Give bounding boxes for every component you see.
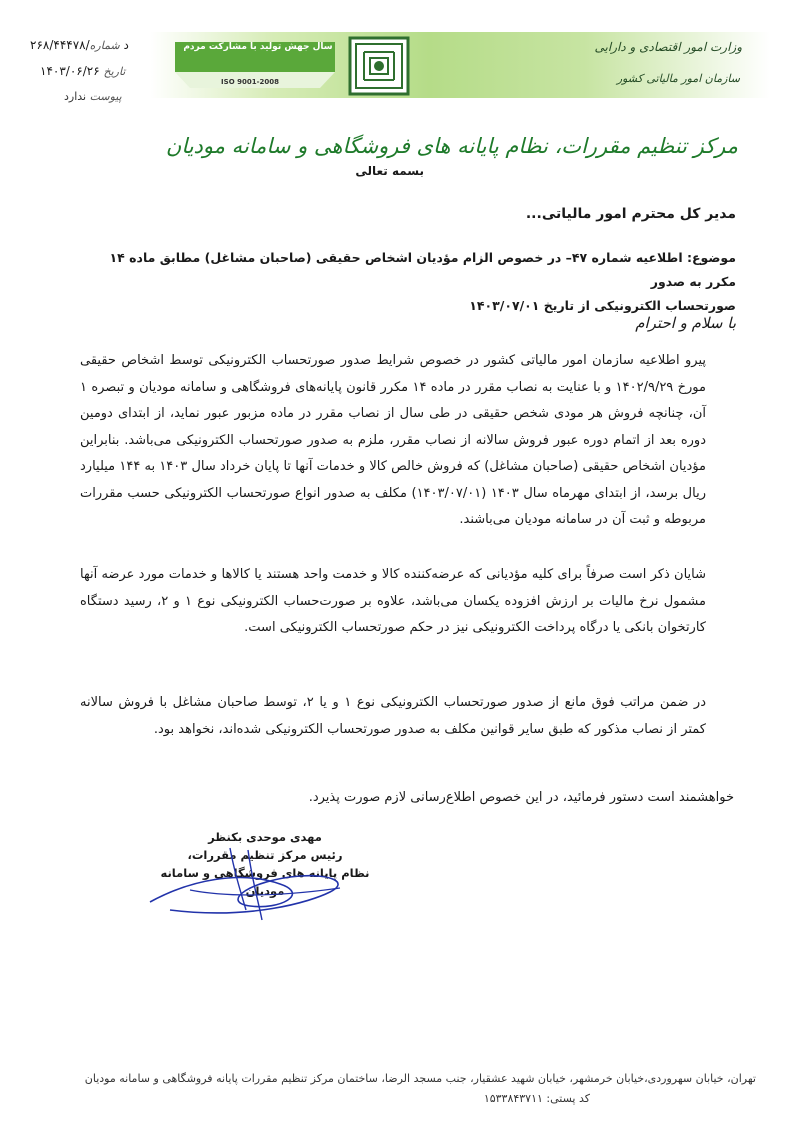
letter-number-value: ۲۶۸/۴۴۴۷۸/د [30,38,129,52]
paragraph-1: پیرو اطلاعیه سازمان امور مالیاتی کشور در خصوص شرایط صدور صورتحساب الکترونیکی توسط اشخاص حقیقی مورخ ۱۴۰۲/۹/۲۹ و با عنایت به نصاب مقرر در ماده ۱۴ مکرر قانون پایانه‌های فروشگاهی و سامانه مودیان و تبصره ۱ آن، چنانچه فروش هر مودی شخص حقیقی در طی سال از نصاب مقرر در ماده مزبور عبور نماید، از ابتدای دومین دوره بعد از اتمام دوره عبور فروش سالانه از نصاب مقرر، ملزم به صدور صورتحساب الکترونیکی می‌باشد. بنابراین مؤدیان اشخاص حقیقی (صاحبان مشاغل) که فروش خالص کالا و خدمات آنها تا پایان خرداد سال ۱۴۰۳ به ۱۴۴ میلیارد ریال برسد، از ابتدای مهرماه سال ۱۴۰۳ (۱۴۰۳/۰۷/۰۱) مکلف به صدور انواع صورتحساب الکترونیکی حسب مقررات مربوطه و ثبت آن در سامانه مودیان می‌باشند. [80,353,706,527]
paragraph-3: در ضمن مراتب فوق مانع از صدور صورتحساب الکترونیکی نوع ۱ و یا ۲، توسط صاحبان مشاغل با فروش سالانه کمتر از نصاب مذکور که طبق سایر قوانین مکلف به صدور صورتحساب الکترونیکی شده‌اند، نخواهد بود. [80,695,706,737]
tax-organization-emblem-icon [346,34,412,98]
letter-date-label: تاریخ [103,65,126,78]
invocation: بسمه تعالی [355,164,424,178]
letter-date-value: ۱۴۰۳/۰۶/۲۶ [40,64,100,78]
subject-line-1: موضوع: اطلاعیه شماره ۴۷– در خصوص الزام مؤدیان اشخاص حقیقی (صاحبان مشاغل) مطابق ماده ۱۴ مکرر به صدور [109,250,736,289]
letter-number [30,38,129,52]
slogan-text: سال جهش تولید با مشارکت مردم [183,42,333,52]
recipient: مدیر کل محترم امور مالیاتی... [525,206,736,222]
signer-title-1: رئیس مرکز تنظیم مقررات، [187,848,343,862]
letter-number-label: شماره [89,39,120,52]
iso-text: ISO 9001-2008 [221,78,279,86]
organization-name: سازمان امور مالیاتی کشور [616,72,740,85]
signature-stroke-icon [130,840,370,932]
ministry-name: وزارت امور اقتصادی و دارایی [594,40,742,54]
zip-label: کد پستی: [546,1092,590,1105]
greeting: با سلام و احترام [635,314,736,332]
paragraph-2: شایان ذکر است صرفاً برای کلیه مؤدیانی که عرضه‌کننده کالا و خدمت واحد هستند یا کالاها و خدمات مورد عرضه آنها مشمول نرخ مالیات بر ارزش افزوده یکسان می‌باشد، علاوه بر صورت‌حساب الکترونیکی نوع ۱ و ۲، رسید دستگاه کارتخوان بانکی یا درگاه پرداخت الکترونیکی نیز در حکم صورتحساب الکترونیکی است. [80,567,706,635]
letter-date [40,64,125,78]
attachment-label: پیوست [89,90,122,103]
closing: خواهشمند است دستور فرمائید، در این خصوص اطلاع‌رسانی لازم صورت پذیرد. [308,790,734,805]
attachment-value: ندارد [64,90,87,103]
subject [96,246,736,318]
signer-name: مهدی موحدی بکنظر [208,830,322,844]
center-title: مرکز تنظیم مقررات، نظام پایانه های فروشگاهی و سامانه مودیان [165,134,738,158]
footer-zip [484,1092,590,1105]
footer-address: تهران، خیابان سهروردی،خیابان خرمشهر، خیابان شهید عشقیار، جنب مسجد الرضا، ساختمان مرکز تنظیم مقررات پایانه فروشگاهی و سامانه مودیان [84,1072,756,1085]
zip-value: ۱۵۳۳۸۴۳۷۱۱ [483,1092,543,1105]
subject-line-2: صورتحساب الکترونیکی از تاریخ ۱۴۰۳/۰۷/۰۱ [469,298,736,313]
letter-attachment [64,90,122,103]
signer-title-2: نظام پایانه های فروشگاهی و سامانه مودیان [160,866,370,898]
